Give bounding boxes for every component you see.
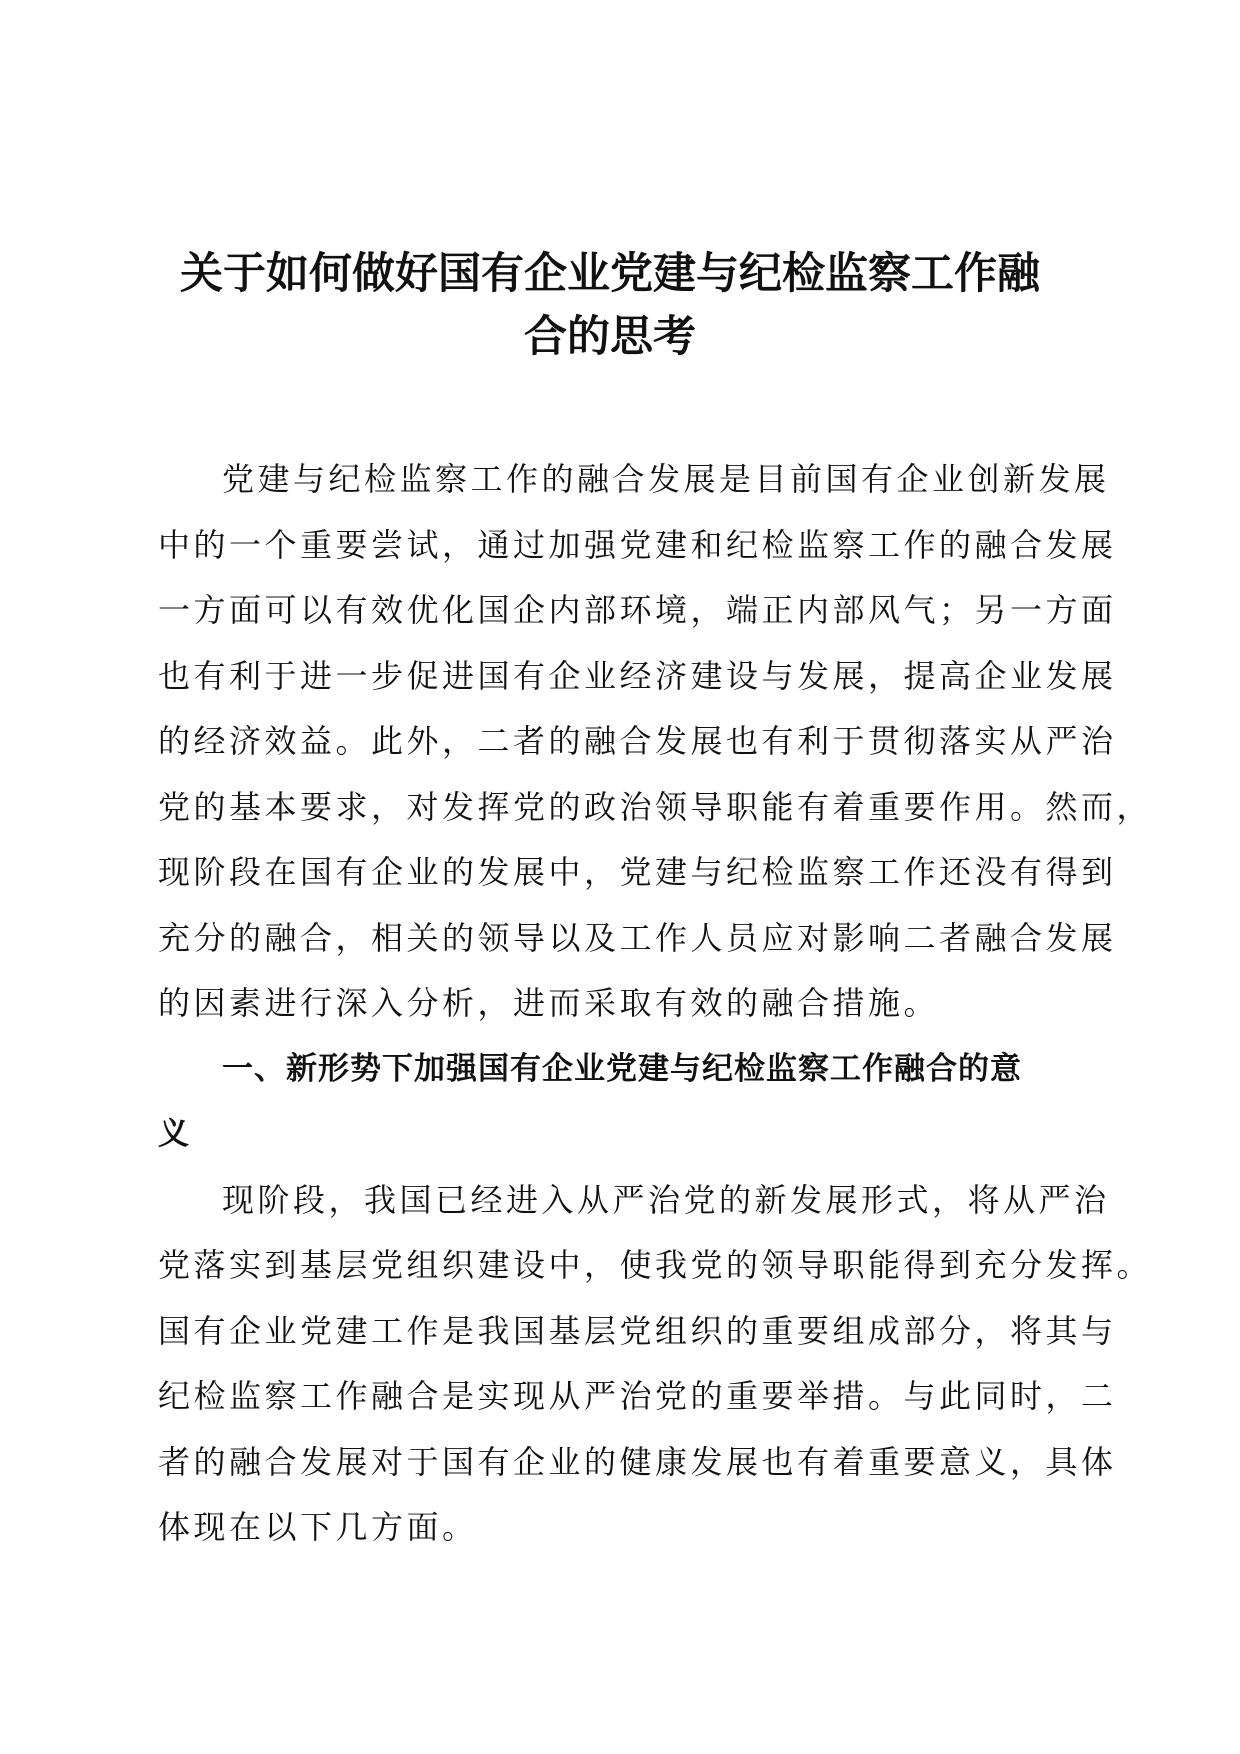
heading-line: 义 bbox=[158, 1116, 190, 1152]
text-line: 中的一个重要尝试，通过加强党建和纪检监察工作的融合发展 bbox=[158, 525, 1117, 564]
text-line: 国有企业党建工作是我国基层党组织的重要组成部分，将其与 bbox=[158, 1311, 1117, 1350]
text-line: 体现在以下几方面。 bbox=[158, 1508, 478, 1546]
text-line: 充分的融合，相关的领导以及工作人员应对影响二者融合发展 bbox=[158, 918, 1117, 957]
text-line: 党的基本要求，对发挥党的政治领导职能有着重要作用。然而， bbox=[158, 787, 1153, 826]
document-body bbox=[158, 447, 1153, 1561]
text-line: 现阶段，我国已经进入从严治党的新发展形式，将从严治 bbox=[222, 1180, 1110, 1219]
text-line: 党落实到基层党组织建设中，使我党的领导职能得到充分发挥。 bbox=[158, 1246, 1153, 1284]
section-heading-1 bbox=[158, 1037, 1088, 1168]
text-line: 的因素进行深入分析，进而采取有效的融合措施。 bbox=[158, 984, 940, 1022]
text-line: 一方面可以有效优化国企内部环境，端正内部风气；另一方面 bbox=[158, 591, 1117, 629]
text-line: 的经济效益。此外，二者的融合发展也有利于贯彻落实从严治 bbox=[158, 722, 1117, 760]
text-line: 者的融合发展对于国有企业的健康发展也有着重要意义，具体 bbox=[158, 1442, 1117, 1481]
text-line: 现阶段在国有企业的发展中，党建与纪检监察工作还没有得到 bbox=[158, 853, 1117, 891]
text-line: 也有利于进一步促进国有企业经济建设与发展，提高企业发展 bbox=[158, 656, 1117, 695]
text-line: 党建与纪检监察工作的融合发展是目前国有企业创新发展 bbox=[222, 460, 1110, 498]
document-title bbox=[150, 243, 1070, 369]
title-line: 合的思考 bbox=[524, 312, 696, 362]
paragraph-section-1 bbox=[158, 1168, 1153, 1561]
text-line: 纪检监察工作融合是实现从严治党的重要举措。与此同时，二 bbox=[158, 1377, 1117, 1415]
heading-line: 一、新形势下加强国有企业党建与纪检监察工作融合的意 bbox=[222, 1050, 1022, 1087]
title-line: 关于如何做好国有企业党建与纪检监察工作融 bbox=[180, 249, 1040, 299]
paragraph-introduction bbox=[158, 447, 1153, 1037]
